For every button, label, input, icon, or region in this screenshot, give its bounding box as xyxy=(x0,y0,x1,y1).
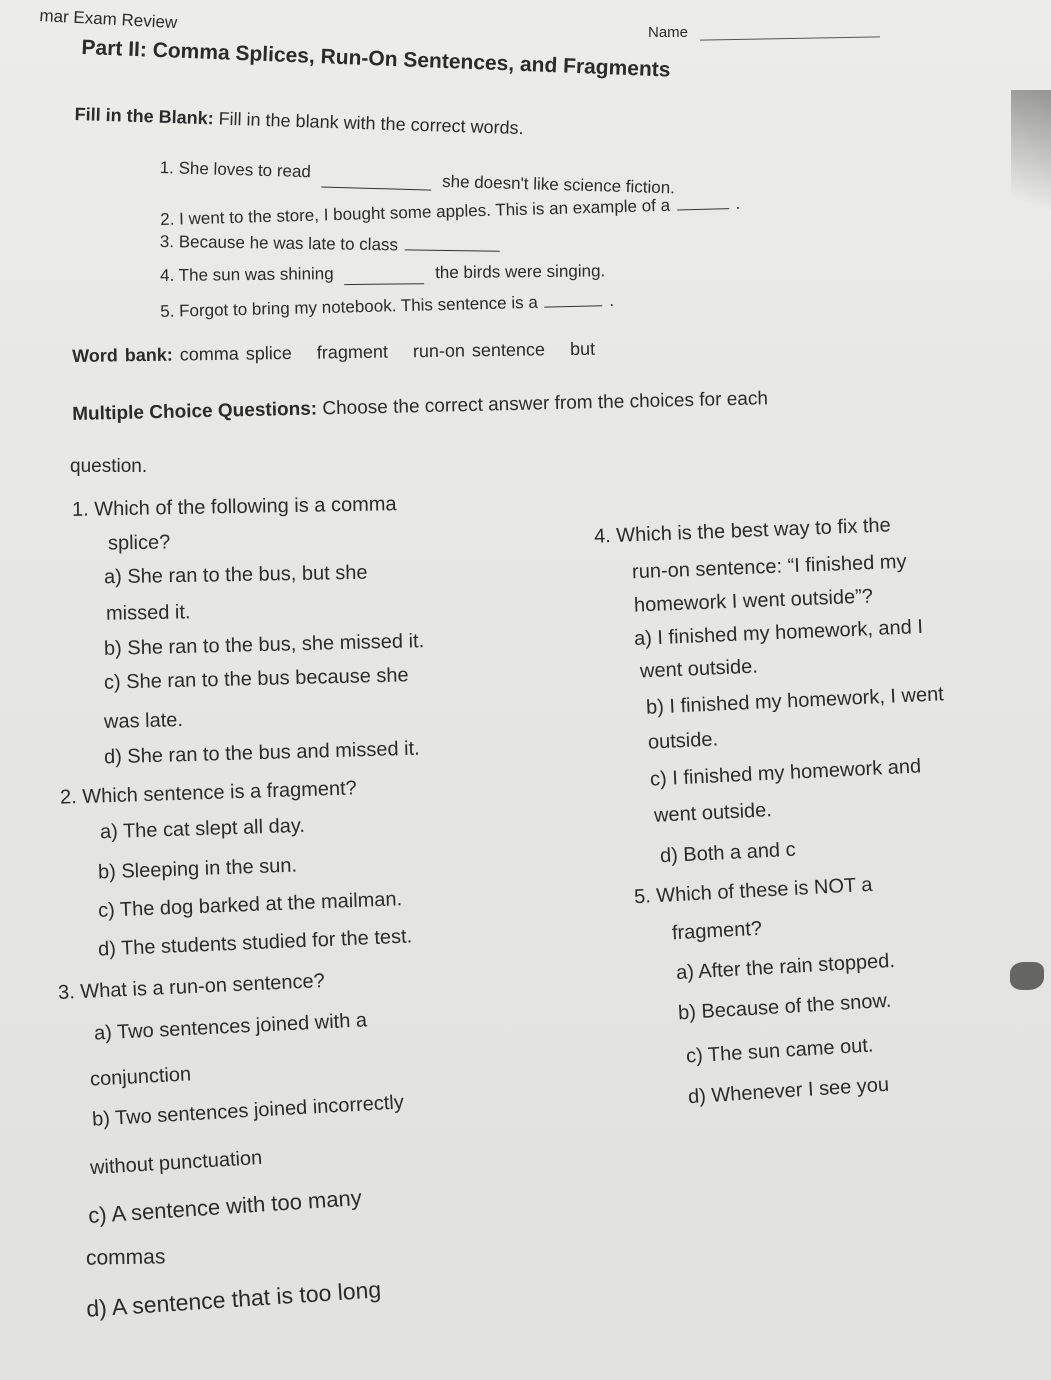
mc-left-line: was late. xyxy=(103,709,184,733)
exam-review-label: mar Exam Review xyxy=(39,6,178,33)
mc-left-line: missed it. xyxy=(105,601,191,625)
fill-in-item-5 xyxy=(160,291,614,322)
fill-in-item-2-rest: . xyxy=(735,193,741,213)
fill-in-item-1-text: 1. She loves to read xyxy=(159,158,312,182)
fill-in-item-2-blank[interactable] xyxy=(677,207,729,210)
fill-in-item-1-rest: she doesn't like science fiction. xyxy=(441,171,676,198)
mc-left-line: a) Two sentences joined with a xyxy=(93,1009,368,1045)
mc-left-line: a) She ran to the bus, but she xyxy=(103,561,368,589)
word-bank-item: comma splice xyxy=(179,342,292,365)
fill-in-item-3 xyxy=(160,232,502,257)
mc-right-line: homework I went outside”? xyxy=(633,585,874,617)
fill-in-item-5-rest: . xyxy=(609,290,615,311)
word-bank-item: run-on sentence xyxy=(412,339,546,362)
fill-in-heading xyxy=(74,104,524,139)
mc-left-line: b) Two sentences joined incorrectly xyxy=(91,1091,405,1131)
fill-in-item-3-blank[interactable] xyxy=(405,248,500,251)
word-bank-item: but xyxy=(569,338,596,360)
multiple-choice-heading-cont: question. xyxy=(70,456,148,477)
mc-left-line: splice? xyxy=(107,531,171,555)
mc-right-line: d) Whenever I see you xyxy=(687,1073,890,1109)
mc-left-line: 2. Which sentence is a fragment? xyxy=(59,777,358,809)
mc-left-line: conjunction xyxy=(89,1063,192,1091)
mc-left-line: a) The cat slept all day. xyxy=(99,814,306,844)
fill-in-item-5-text: 5. Forgot to bring my notebook. This sentence is a xyxy=(160,292,539,321)
mc-right-line: went outside. xyxy=(639,655,759,683)
fill-in-item-4-blank[interactable] xyxy=(345,282,425,285)
word-bank-item: fragment xyxy=(316,341,389,363)
mc-left-line: b) She ran to the bus, she missed it. xyxy=(103,630,425,660)
fill-in-item-5-blank[interactable] xyxy=(545,304,603,307)
mc-left-line: b) Sleeping in the sun. xyxy=(97,854,298,884)
mc-right-line: a) I finished my homework, and I xyxy=(633,615,924,651)
fill-in-item-2 xyxy=(160,194,741,230)
fill-in-heading-bold: Fill in the Blank: xyxy=(74,104,214,129)
name-blank-line xyxy=(700,36,880,40)
mc-left-line: d) She ran to the bus and missed it. xyxy=(103,737,420,769)
fill-in-item-1-blank[interactable] xyxy=(321,186,431,191)
fill-in-item-2-text: 2. I went to the store, I bought some apples. This is an example of a xyxy=(160,195,671,229)
multiple-choice-heading xyxy=(72,388,768,426)
word-bank-label: Word bank: xyxy=(72,344,173,366)
mc-right-line: 4. Which is the best way to fix the xyxy=(593,514,892,548)
mc-heading-rest: Choose the correct answer from the choices for each xyxy=(316,388,769,420)
mc-left-line: commas xyxy=(85,1245,166,1270)
page-shadow xyxy=(1011,90,1051,250)
mc-left-line: 1. Which of the following is a comma xyxy=(71,493,397,521)
mc-right-line: b) Because of the snow. xyxy=(677,989,892,1025)
part-title: Part II: Comma Splices, Run-On Sentences, and Fragments xyxy=(81,36,671,82)
fill-in-heading-rest: Fill in the blank with the correct words. xyxy=(213,108,524,139)
fill-in-item-4-text: 4. The sun was shining xyxy=(160,264,334,285)
mc-heading-bold: Multiple Choice Questions: xyxy=(72,398,318,425)
mc-right-line: run-on sentence: “I finished my xyxy=(631,550,907,584)
mc-left-line: without punctuation xyxy=(89,1146,263,1180)
mc-left-line: 3. What is a run-on sentence? xyxy=(57,969,326,1005)
mc-left-line: d) The students studied for the test. xyxy=(97,925,413,961)
mc-left-line: c) A sentence with too many xyxy=(87,1184,363,1229)
mc-right-line: went outside. xyxy=(653,799,773,827)
ink-smudge-icon xyxy=(1010,962,1044,990)
word-bank xyxy=(72,339,595,367)
mc-right-line: d) Both a and c xyxy=(659,838,797,868)
mc-right-line: a) After the rain stopped. xyxy=(675,949,896,985)
mc-right-line: outside. xyxy=(647,728,719,754)
mc-right-line: fragment? xyxy=(671,917,763,945)
fill-in-item-3-text: 3. Because he was late to class xyxy=(159,232,399,255)
mc-right-line: c) The sun came out. xyxy=(685,1034,874,1068)
mc-right-line: c) I finished my homework and xyxy=(649,755,922,791)
mc-right-line: 5. Which of these is NOT a xyxy=(633,873,874,909)
mc-left-line: c) The dog barked at the mailman. xyxy=(97,888,403,922)
fill-in-item-4-rest: the birds were singing. xyxy=(435,261,606,283)
mc-left-line: c) She ran to the bus because she xyxy=(103,664,409,694)
name-label: Name xyxy=(648,24,689,41)
mc-right-line: b) I finished my homework, I went xyxy=(645,683,945,719)
mc-left-line: d) A sentence that is too long xyxy=(85,1276,382,1322)
fill-in-item-4 xyxy=(160,261,605,286)
fill-in-item-1 xyxy=(159,158,676,198)
